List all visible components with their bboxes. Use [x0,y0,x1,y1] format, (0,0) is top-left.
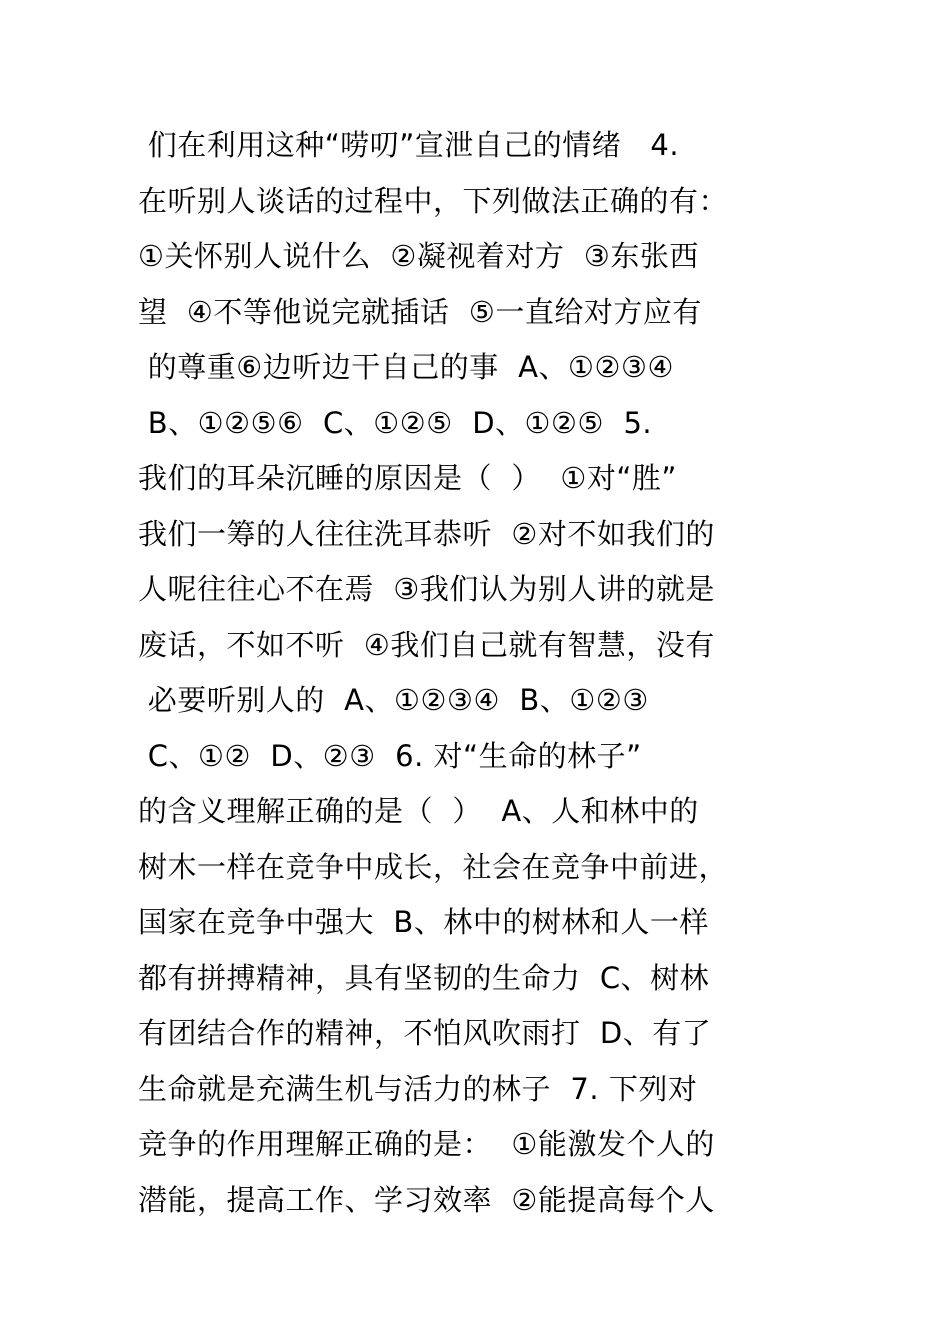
text-line: ①关怀别人说什么 ②凝视着对方 ③东张西 [138,239,699,273]
document-body [138,118,828,1228]
text-line: 人呢往往心不在焉 ③我们认为别人讲的就是 [138,572,715,606]
text-line: B、①②⑤⑥ C、①②⑤ D、①②⑤ 5. [138,405,653,440]
text-line: 废话，不如不听 ④我们自己就有智慧，没有 [138,627,715,662]
text-line: 望 ④不等他说完就插话 ⑤一直给对方应有 [138,294,702,329]
text-line: 在听别人谈话的过程中，下列做法正确的有： [138,183,729,218]
text-line: 国家在竞争中强大 B、林中的树林和人一样 [138,905,709,939]
text-line: 竞争的作用理解正确的是： ①能激发个人的 [138,1127,715,1161]
text-line: 生命就是充满生机与活力的林子 7. 下列对 [138,1071,698,1106]
text-line: 树木一样在竞争中成长，社会在竞争中前进， [138,849,729,884]
text-line: 必要听别人的 A、①②③④ B、①②③ [138,683,649,717]
text-line: 的含义理解正确的是（ ） A、人和林中的 [138,794,699,828]
text-line: 们在利用这种“唠叨”宣泄自己的情绪 4. [138,128,680,162]
text-line: C、①② D、②③ 6. 对“生命的林子” [138,738,642,773]
text-line: 潜能，提高工作、学习效率 ②能提高每个人 [138,1182,715,1217]
text-line: 有团结合作的精神，不怕风吹雨打 D、有了 [138,1016,712,1050]
text-line: 我们一筹的人往往洗耳恭听 ②对不如我们的 [138,516,715,551]
text-line: 都有拼搏精神，具有坚韧的生命力 C、树林 [138,960,710,995]
text-line: 我们的耳朵沉睡的原因是（ ） ①对“胜” [138,461,677,495]
text-line: 的尊重⑥边听边干自己的事 A、①②③④ [138,350,674,384]
